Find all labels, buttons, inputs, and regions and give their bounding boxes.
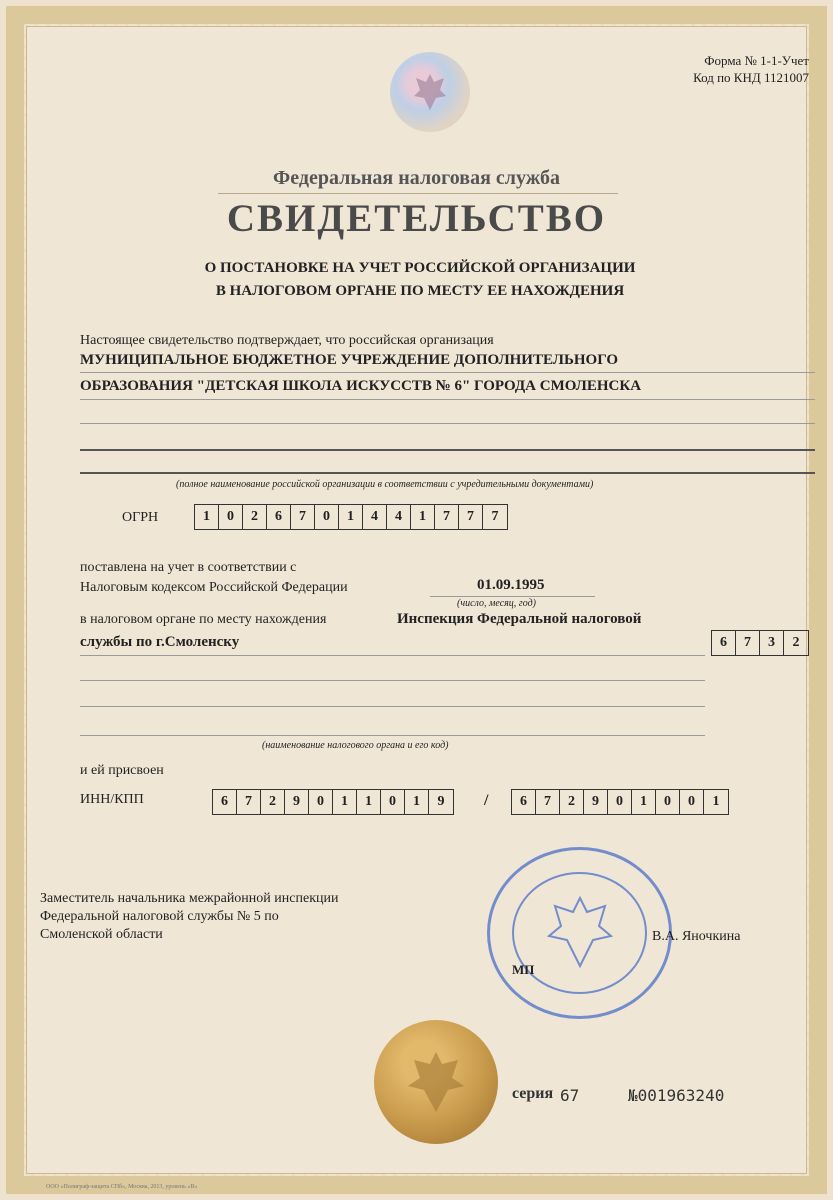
org-caption: (полное наименование российской организации в соответствии с учредительными документами) <box>176 479 594 490</box>
digit-box: 1 <box>357 790 381 814</box>
digit-box: 7 <box>536 790 560 814</box>
signatory-title <box>40 890 338 944</box>
digit-box: 1 <box>333 790 357 814</box>
digit-box: 1 <box>632 790 656 814</box>
underline <box>80 399 815 400</box>
digit-box: 3 <box>760 631 784 655</box>
digit-box: 0 <box>219 505 243 529</box>
digit-box: 2 <box>560 790 584 814</box>
intro-text: Настоящее свидетельство подтверждает, что российская организация <box>80 333 494 348</box>
digit-box: 9 <box>285 790 309 814</box>
subtitle-line2: В НАЛОГОВОМ ОРГАНЕ ПО МЕСТУ ЕЕ НАХОЖДЕНИЯ <box>215 283 625 299</box>
digit-box: 7 <box>491 509 499 524</box>
authority-label: в налоговом органе по месту нахождения <box>80 612 327 627</box>
ogrn-label: ОГРН <box>122 510 159 525</box>
authority-name-line1: Инспекция Федеральной налоговой <box>397 611 642 627</box>
kpp-boxes <box>511 789 729 815</box>
digit-box: 7 <box>435 505 459 529</box>
underline <box>80 706 705 707</box>
digit-box: 1 <box>712 794 720 809</box>
digit-box: 0 <box>315 505 339 529</box>
registration-line2: Налоговым кодексом Российской Федерации <box>80 580 348 595</box>
underline <box>80 680 705 681</box>
digit-box: 0 <box>680 790 704 814</box>
underline <box>80 735 705 736</box>
inn-boxes <box>212 789 454 815</box>
assigned-text: и ей присвоен <box>80 763 164 778</box>
digit-box: 4 <box>363 505 387 529</box>
digit-box: 2 <box>243 505 267 529</box>
underline <box>80 372 815 373</box>
subtitle-line1: О ПОСТАНОВКЕ НА УЧЕТ РОССИЙСКОЙ ОРГАНИЗАЦИИ <box>204 260 636 276</box>
knd-code: Код по КНД 1121007 <box>693 70 809 85</box>
digit-box: 9 <box>437 794 445 809</box>
digit-box: 2 <box>792 635 800 650</box>
digit-box: 2 <box>261 790 285 814</box>
underline <box>80 449 815 451</box>
digit-box: 6 <box>213 790 237 814</box>
digit-box: 0 <box>309 790 333 814</box>
digit-box: 6 <box>512 790 536 814</box>
eagle-hologram-icon <box>390 52 470 132</box>
digit-box: 1 <box>405 790 429 814</box>
digit-box: 1 <box>339 505 363 529</box>
official-seal-icon <box>487 847 672 1019</box>
signatory-line2: Федеральной налоговой службы № 5 по <box>40 909 279 924</box>
digit-box: 4 <box>387 505 411 529</box>
underline <box>80 472 815 474</box>
inn-kpp-label: ИНН/КПП <box>80 792 144 807</box>
digit-box: 1 <box>195 505 219 529</box>
digit-box: 7 <box>237 790 261 814</box>
digit-box: 0 <box>381 790 405 814</box>
digit-box: 7 <box>459 505 483 529</box>
digit-box: 6 <box>267 505 291 529</box>
org-name-line1: МУНИЦИПАЛЬНОЕ БЮДЖЕТНОЕ УЧРЕЖДЕНИЕ ДОПОЛНИТЕЛЬНОГО <box>80 352 619 368</box>
underline <box>80 655 705 656</box>
series-label: серия <box>512 1085 554 1102</box>
digit-box: 7 <box>291 505 315 529</box>
digit-box: 6 <box>712 631 736 655</box>
form-number: Форма № 1-1-Учет <box>704 53 809 68</box>
date-caption: (число, месяц, год) <box>457 598 536 609</box>
document-title: СВИДЕТЕЛЬСТВО <box>226 197 607 240</box>
printer-note: ООО «Полиграф-защита СПб», Москва, 2013, уровень «В» <box>46 1184 198 1190</box>
divider <box>218 193 618 194</box>
underline <box>430 596 595 597</box>
digit-box: 7 <box>736 631 760 655</box>
digit-box: 0 <box>608 790 632 814</box>
underline <box>80 423 815 424</box>
digit-box: 0 <box>656 790 680 814</box>
signatory-line3: Смоленской области <box>40 927 163 942</box>
gold-emblem-icon <box>374 1020 498 1144</box>
service-name: Федеральная налоговая служба <box>273 167 560 189</box>
form-code <box>693 52 809 86</box>
signatory-line1: Заместитель начальника межрайонной инспекции <box>40 891 339 906</box>
authority-name-line2: службы по г.Смоленску <box>80 634 240 650</box>
authority-code-boxes <box>711 630 809 656</box>
series-number: №001963240 <box>628 1086 725 1105</box>
ogrn-boxes <box>194 504 508 530</box>
registration-date: 01.09.1995 <box>477 577 545 593</box>
inn-kpp-separator: / <box>484 792 489 809</box>
digit-box: 9 <box>584 790 608 814</box>
digit-box: 1 <box>411 505 435 529</box>
stamp-place-label: МП <box>512 962 535 977</box>
org-name-line2: ОБРАЗОВАНИЯ "ДЕТСКАЯ ШКОЛА ИСКУССТВ № 6" ГОРОДА СМОЛЕНСКА <box>80 378 642 394</box>
authority-caption: (наименование налогового органа и его код) <box>262 740 449 751</box>
signatory-name: В.А. Яночкина <box>652 929 741 944</box>
series-value: 67 <box>560 1086 580 1105</box>
registration-line1: поставлена на учет в соответствии с <box>80 560 297 575</box>
